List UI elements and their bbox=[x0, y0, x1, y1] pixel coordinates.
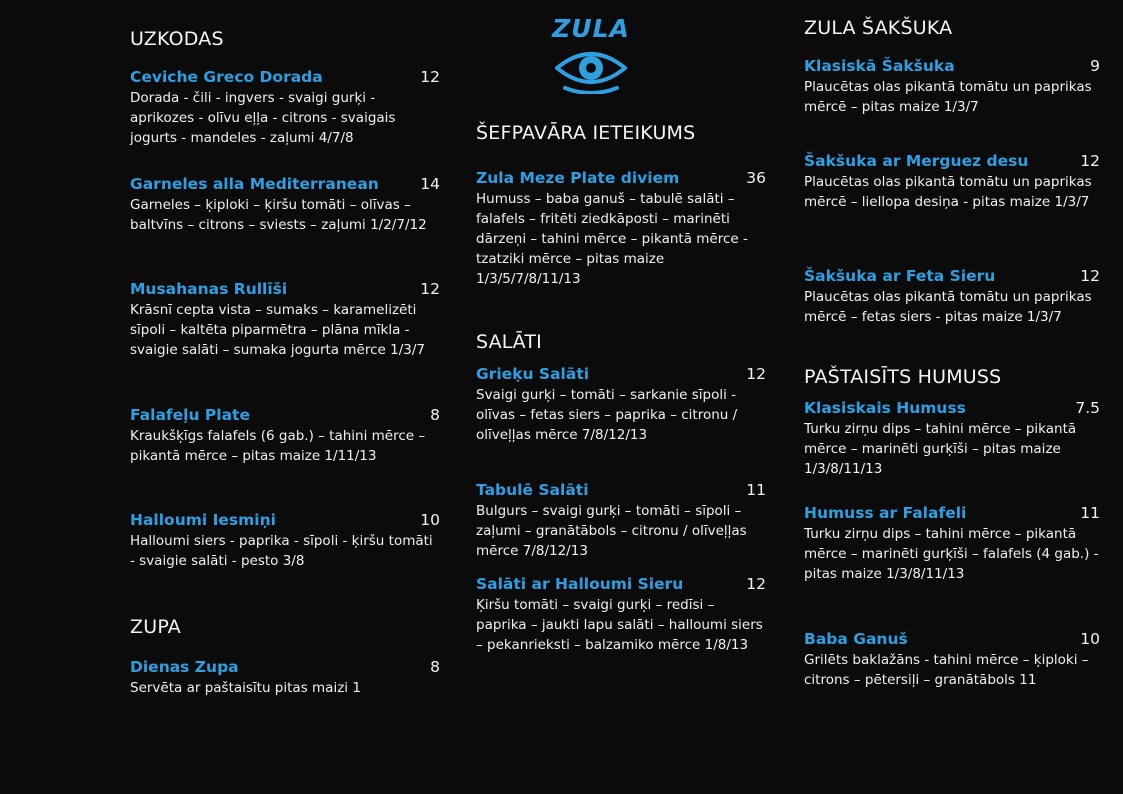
menu-item bbox=[130, 510, 440, 571]
item-description: Grilēts baklažāns - tahini mērce – ķiploki – citrons – pētersiļi – granātābols 11 bbox=[804, 652, 1089, 688]
menu-item bbox=[804, 56, 1100, 117]
item-name: Grieķu Salāti bbox=[476, 365, 590, 383]
item-name: Tabulē Salāti bbox=[476, 481, 589, 499]
eye-icon bbox=[555, 44, 627, 94]
menu-item bbox=[130, 174, 440, 235]
item-price: 12 bbox=[1080, 152, 1100, 170]
item-name: Šakšuka ar Merguez desu bbox=[804, 152, 1029, 170]
zula-logo bbox=[548, 14, 634, 94]
menu-item bbox=[476, 480, 766, 561]
menu-item bbox=[130, 67, 440, 148]
section-title-humuss: PAŠTAISĪTS HUMUSS bbox=[804, 366, 1002, 388]
item-price: 11 bbox=[1080, 504, 1100, 522]
section-title-saksuka: ZULA ŠAKŠUKA bbox=[804, 17, 953, 39]
item-price: 12 bbox=[746, 365, 766, 383]
menu-item bbox=[804, 266, 1100, 327]
item-description: Servēta ar paštaisītu pitas maizi 1 bbox=[130, 680, 361, 696]
item-description: Garneles – ķiploki – ķiršu tomāti – olīvas – baltvīns – citrons – sviests – zaļumi 1/2/7/12 bbox=[130, 197, 427, 233]
item-description: Plaucētas olas pikantā tomātu un paprikas mērcē – liellopa desiņa - pitas maize 1/3/7 bbox=[804, 174, 1092, 210]
item-description: Bulgurs – svaigi gurķi – tomāti – sīpoli – zaļumi – granātābols – citronu / olīveļļas mērce 7/8/12/13 bbox=[476, 503, 747, 559]
item-name: Musahanas Rullīši bbox=[130, 280, 288, 298]
item-price: 36 bbox=[746, 169, 766, 187]
item-description: Dorada - čili - ingvers - svaigi gurķi - aprikozes - olīvu eļļa - citrons - svaigais jogurts - mandeles - zaļumi 4/7/8 bbox=[130, 90, 396, 146]
menu-item bbox=[476, 364, 766, 445]
item-description: Ķiršu tomāti – svaigi gurķi – redīsi – paprika – jaukti lapu salāti – halloumi siers – pekanrieksti – balzamiko mērce 1/8/13 bbox=[476, 597, 763, 653]
menu-item bbox=[130, 657, 440, 698]
item-price: 12 bbox=[746, 575, 766, 593]
menu-item bbox=[476, 168, 766, 289]
item-name: Ceviche Greco Dorada bbox=[130, 68, 323, 86]
item-price: 8 bbox=[430, 658, 440, 676]
item-description: Turku zirņu dips – tahini mērce – pikantā mērce – marinēti gurķīši – falafels (4 gab.) - pitas maize 1/3/8/11/13 bbox=[804, 526, 1099, 582]
section-title-salati: SALĀTI bbox=[476, 331, 542, 353]
item-description: Turku zirņu dips – tahini mērce – pikantā mērce – marinēti gurķīši – pitas maize 1/3/8/11/13 bbox=[804, 421, 1077, 477]
menu-item bbox=[804, 151, 1100, 212]
item-description: Plaucētas olas pikantā tomātu un paprikas mērcē – pitas maize 1/3/7 bbox=[804, 79, 1092, 115]
item-name: Salāti ar Halloumi Sieru bbox=[476, 575, 684, 593]
item-price: 11 bbox=[746, 481, 766, 499]
menu-item bbox=[804, 629, 1100, 690]
item-name: Falafeļu Plate bbox=[130, 406, 250, 424]
item-name: Klasiskā Šakšuka bbox=[804, 57, 955, 75]
section-title-zupa: ZUPA bbox=[130, 616, 181, 638]
item-description: Krāsnī cepta vista – sumaks – karamelizēti sīpoli – kaltēta piparmētra – plāna mīkla - svaigie salāti – sumaka jogurta mērce 1/3/7 bbox=[130, 302, 425, 358]
item-name: Halloumi Iesmiņi bbox=[130, 511, 276, 529]
item-description: Plaucētas olas pikantā tomātu un paprikas mērcē – fetas siers - pitas maize 1/3/7 bbox=[804, 289, 1092, 325]
item-description: Halloumi siers - paprika - sīpoli - ķiršu tomāti - svaigie salāti - pesto 3/8 bbox=[130, 533, 433, 569]
item-price: 14 bbox=[420, 175, 440, 193]
item-name: Humuss ar Falafeli bbox=[804, 504, 967, 522]
item-price: 9 bbox=[1090, 57, 1100, 75]
logo-wordmark: ZULA bbox=[552, 14, 630, 43]
item-name: Dienas Zupa bbox=[130, 658, 239, 676]
item-price: 12 bbox=[1080, 267, 1100, 285]
menu-item bbox=[130, 279, 440, 360]
menu-item bbox=[804, 503, 1100, 584]
item-description: Humuss – baba ganuš – tabulē salāti – falafels – fritēti ziedkāposti – marinēti dārzeņi – tahini mērce – pikantā mērce - tzatziki mērce – pitas maize 1/3/5/7/8/11/13 bbox=[476, 191, 748, 287]
item-description: Svaigi gurķi – tomāti – sarkanie sīpoli - olīvas – fetas siers – paprika – citronu / olīveļļas mērce 7/8/12/13 bbox=[476, 387, 738, 443]
item-price: 12 bbox=[420, 68, 440, 86]
item-name: Šakšuka ar Feta Sieru bbox=[804, 267, 996, 285]
item-price: 7.5 bbox=[1075, 399, 1100, 417]
item-price: 10 bbox=[420, 511, 440, 529]
menu-item bbox=[476, 574, 766, 655]
item-name: Zula Meze Plate diviem bbox=[476, 169, 680, 187]
item-name: Baba Ganuš bbox=[804, 630, 908, 648]
item-price: 10 bbox=[1080, 630, 1100, 648]
item-name: Garneles alla Mediterranean bbox=[130, 175, 379, 193]
item-price: 8 bbox=[430, 406, 440, 424]
section-title-uzkodas: UZKODAS bbox=[130, 28, 224, 50]
menu-item bbox=[804, 398, 1100, 479]
item-description: Kraukšķīgs falafels (6 gab.) – tahini mērce – pikantā mērce – pitas maize 1/11/13 bbox=[130, 428, 426, 464]
menu-item bbox=[130, 405, 440, 466]
item-price: 12 bbox=[420, 280, 440, 298]
section-title-sefpavara: ŠEFPAVĀRA IETEIKUMS bbox=[476, 122, 696, 144]
item-name: Klasiskais Humuss bbox=[804, 399, 966, 417]
